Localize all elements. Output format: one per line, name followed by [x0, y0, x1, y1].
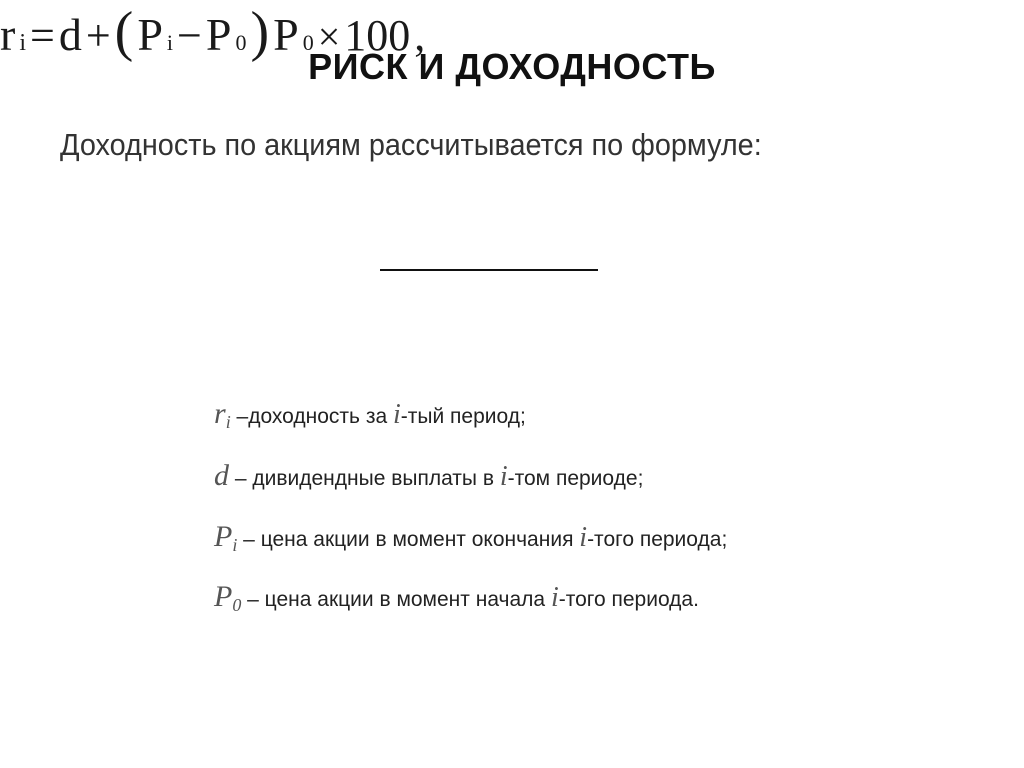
def-text: –доходность за: [230, 405, 393, 428]
formula-num-p1-sub: i: [166, 30, 174, 55]
formula-comma: ,: [414, 11, 426, 60]
def-text: -того периода.: [558, 587, 699, 611]
def-var-sub: i: [225, 412, 231, 433]
formula-num-lparen: (: [114, 1, 134, 63]
formula-num-minus: −: [177, 11, 202, 60]
formula-multiplier: 100: [344, 11, 411, 60]
formula-equals: =: [30, 11, 55, 60]
definition-item: [214, 454, 854, 498]
def-var: P: [214, 520, 233, 554]
def-var-sub: 0: [232, 594, 242, 615]
def-text: – дивидендные выплаты в: [229, 466, 500, 490]
fraction-bar: [380, 269, 598, 271]
definition-item: [214, 515, 774, 559]
definition-item: [214, 392, 854, 436]
formula-den-p: P: [273, 9, 299, 60]
formula-num-p1: P: [137, 9, 163, 60]
formula-lhs-var: r: [0, 9, 16, 60]
def-index: i: [550, 581, 559, 613]
def-index: i: [499, 460, 508, 492]
def-var: d: [214, 458, 229, 492]
def-var: r: [214, 397, 226, 430]
formula-num-rparen: ): [250, 1, 270, 63]
formula-den-sub: 0: [302, 30, 314, 55]
slide-subtitle: Доходность по акциям рассчитывается по формуле:: [60, 127, 762, 162]
def-text: – цена акции в момент окончания: [237, 528, 580, 552]
def-text: -того периода;: [587, 528, 728, 552]
formula-num-p2-sub: 0: [235, 30, 247, 55]
formula-num-plus: +: [85, 11, 111, 60]
def-text: – цена акции в момент начала: [241, 587, 551, 611]
def-var: P: [214, 579, 233, 613]
formula-times: ×: [317, 14, 341, 59]
formula-num-p2: P: [205, 9, 232, 60]
formula-num-d: d: [58, 9, 82, 60]
def-text: -том периоде;: [507, 466, 644, 490]
slide-title: РИСК И ДОХОДНОСТЬ: [308, 46, 716, 87]
def-index: i: [579, 522, 588, 554]
def-text: -тый период;: [400, 405, 526, 428]
def-index: i: [392, 399, 401, 430]
definition-item: [214, 575, 854, 619]
definitions-list: [214, 392, 854, 618]
formula-lhs-sub: i: [19, 30, 26, 56]
def-var-sub: i: [232, 535, 238, 556]
